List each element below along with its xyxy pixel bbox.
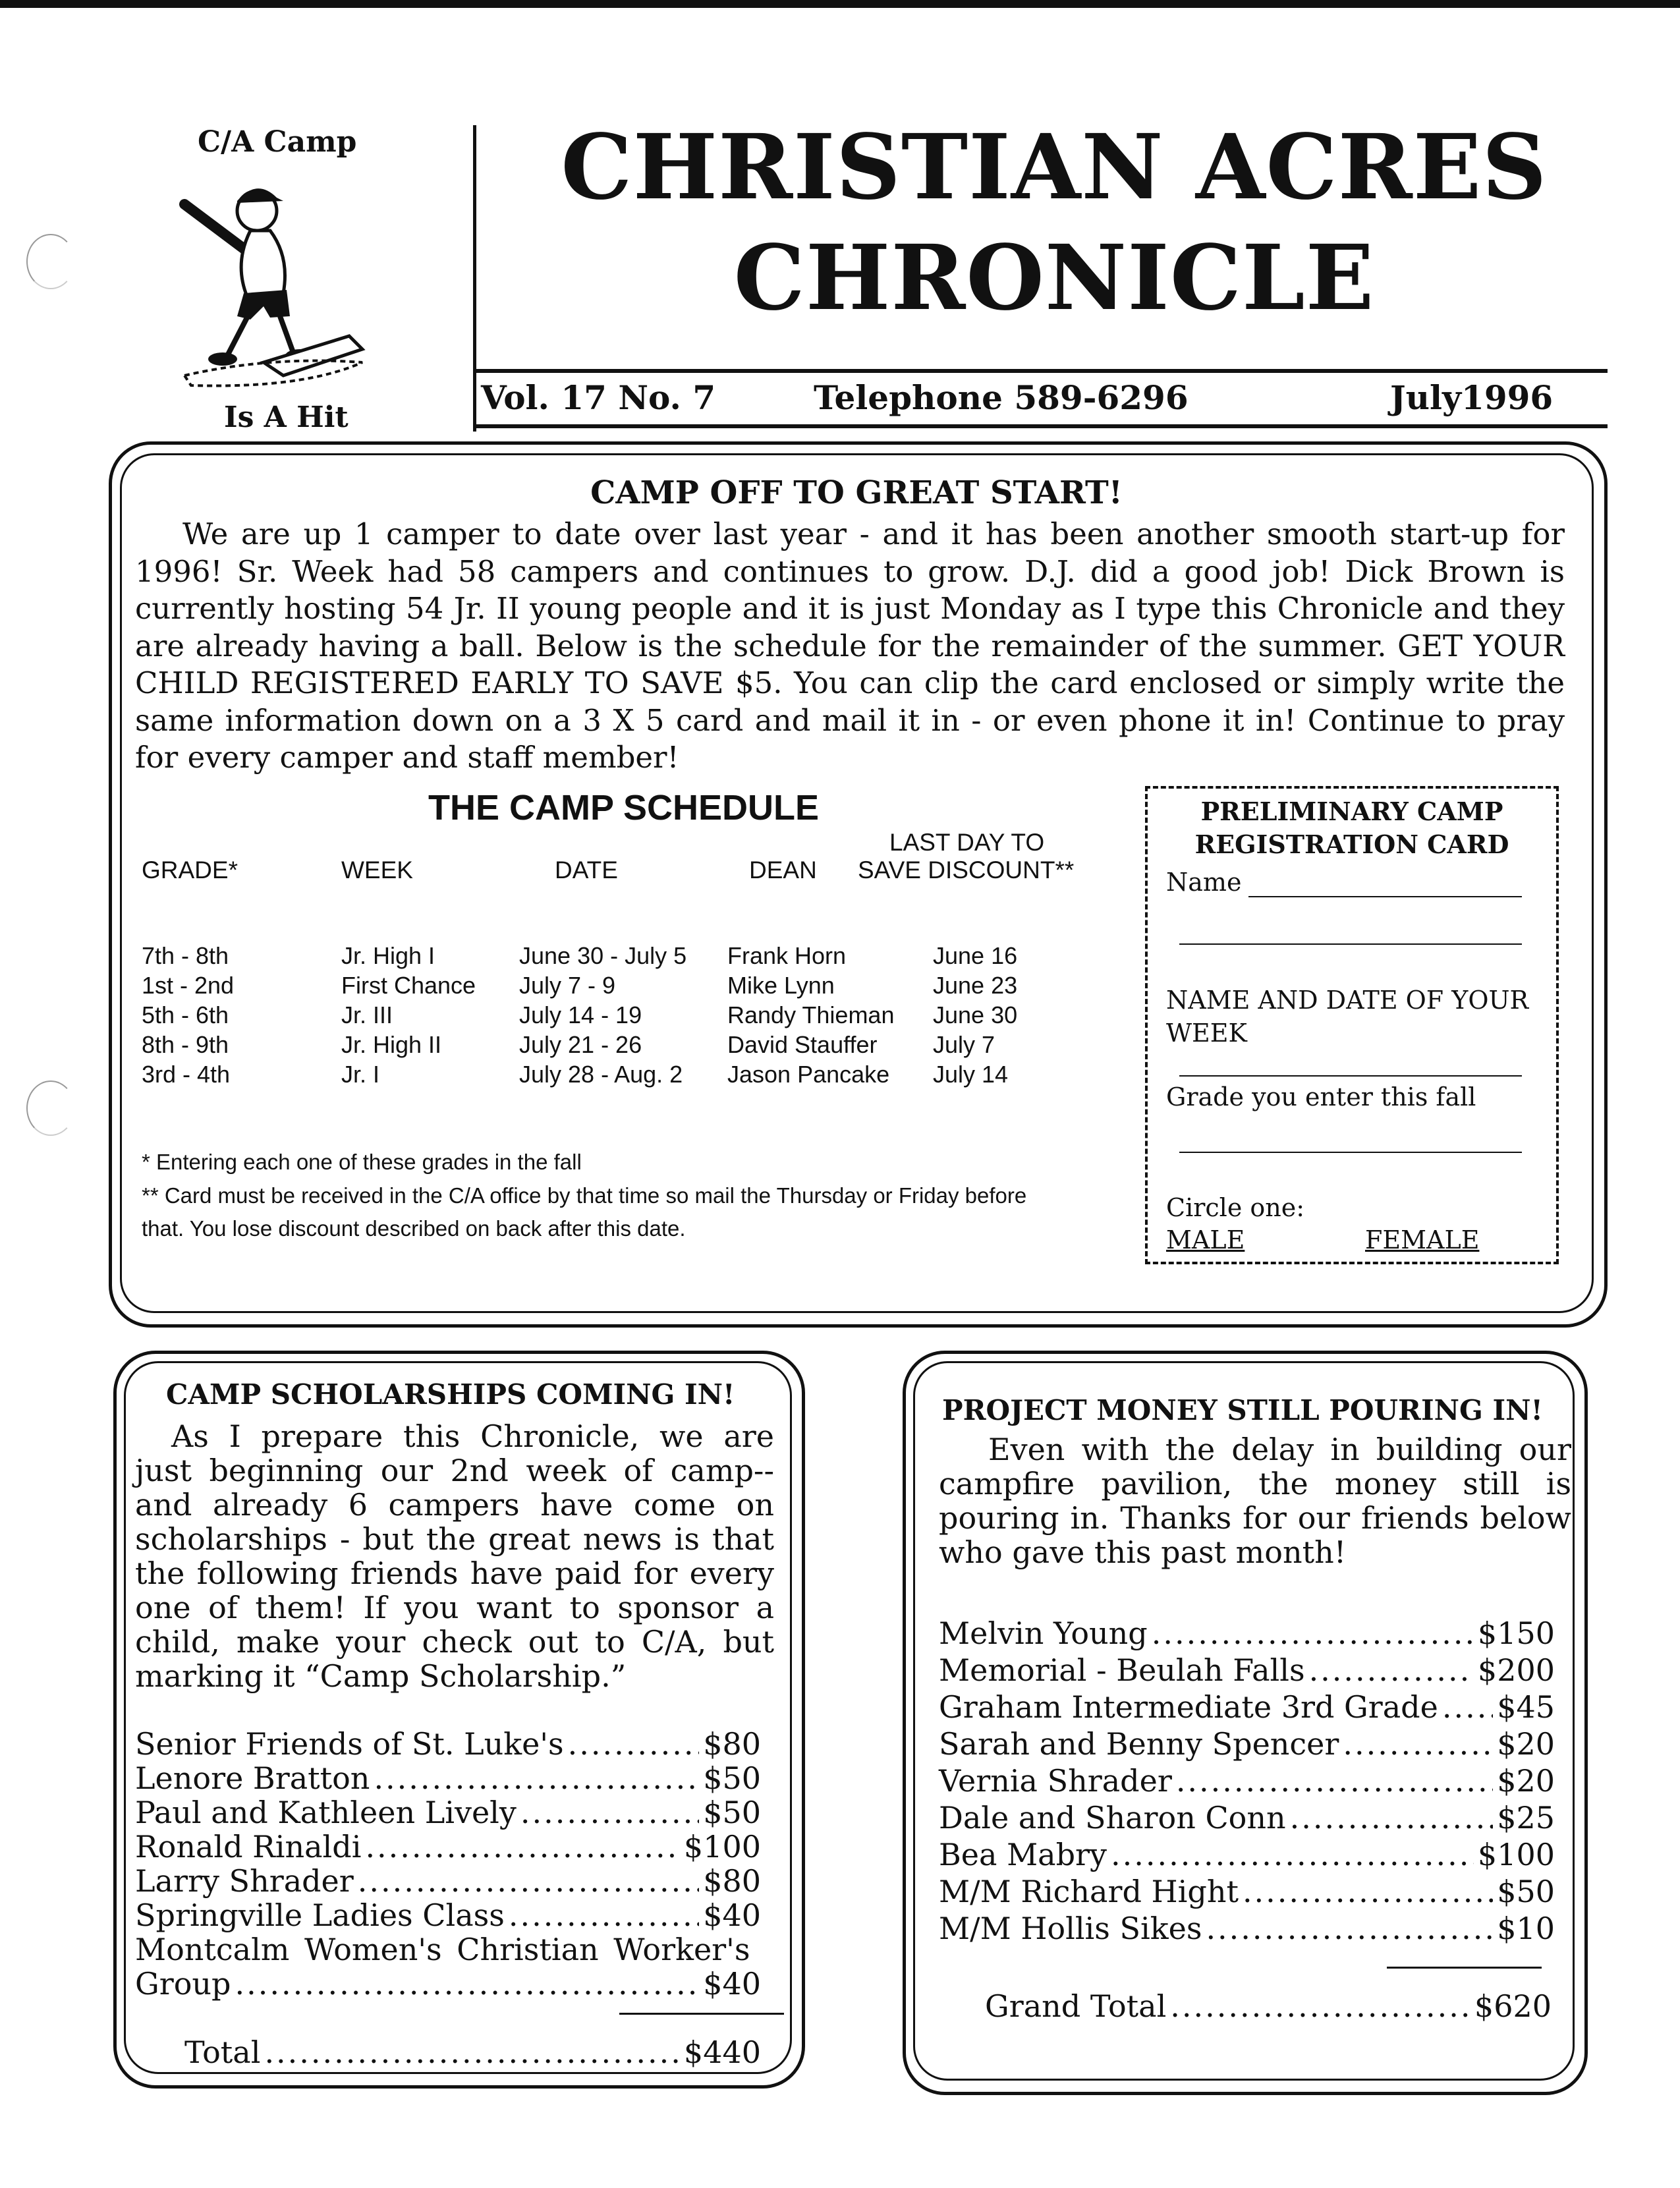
dot-leader [264,2034,679,2070]
cell-date: July 21 - 26 [519,1031,642,1058]
list-item [939,1652,1555,1688]
newsletter-title [488,112,1621,333]
list-item [939,1763,1555,1799]
dot-leader [1170,1988,1470,2024]
main-article-body: We are up 1 camper to date over last year - and it has been another smooth start-up for 1996! Sr. Week had 58 campers and continues to grow. D.J. did a good job! Dick Brown is currently hosting 54 Jr. II young people and it is just Monday as I type this Chronicle and they are already having a ball. Below is the schedule for the remainder of the summer. GET YOUR CHILD REGISTERED EARLY TO SAVE $5. You can clip the card enclosed or simply write the same information down on a 3 X 5 card and mail it in - or even phone it in! Continue to pray for every camper and staff member! [135,517,1565,775]
name-field[interactable] [1248,896,1522,897]
donor-name: Paul and Kathleen Lively [135,1795,517,1830]
masthead-rule [473,424,1608,428]
total-amount: $620 [1474,1988,1552,2024]
list-item [135,1760,761,1796]
list-item [939,1837,1555,1872]
donor-name: Graham Intermediate 3rd Grade [939,1689,1438,1725]
donor-amount: $40 [703,1966,761,2002]
cell-last-day: July 7 [933,1031,995,1058]
project-headline: PROJECT MONEY STILL POURING IN! [942,1394,1543,1426]
list-item [939,1726,1555,1762]
card-grade-label: Grade you enter this fall [1166,1082,1476,1111]
donor-name: Bea Mabry [939,1837,1107,1872]
donor-amount: $45 [1497,1689,1555,1725]
list-item [939,1615,1555,1651]
dot-leader [1243,1874,1493,1909]
donor-amount: $150 [1477,1615,1555,1651]
telephone: Telephone 589-6296 [814,378,1189,417]
cell-date: July 7 - 9 [519,972,616,999]
schedule-title: THE CAMP SCHEDULE [428,788,820,828]
card-title-line-1: PRELIMINARY CAMP [1200,797,1503,826]
logo-caption-top: C/A Camp [198,125,357,159]
donor-name-cont: Group [135,1966,231,2002]
donor-name: Dale and Sharon Conn [939,1800,1286,1836]
dot-leader [1152,1615,1474,1651]
col-dean: DEAN [749,856,817,884]
donor-amount: $50 [703,1760,761,1796]
cell-last-day: June 16 [933,942,1018,969]
cell-week: Jr. High II [341,1031,442,1058]
cell-date: July 14 - 19 [519,1001,642,1028]
cell-dean: Frank Horn [727,942,847,969]
punch-hole [26,234,75,289]
donor-name: Memorial - Beulah Falls [939,1652,1305,1688]
cell-week: First Chance [341,972,476,999]
volume-number: Vol. 17 No. 7 [481,378,716,417]
donor-amount: $20 [1497,1763,1555,1799]
cell-dean: Mike Lynn [727,972,835,999]
donor-amount: $80 [703,1863,761,1899]
list-item [939,1874,1555,1909]
cell-dean: David Stauffer [727,1031,878,1058]
col-last-day-1: LAST DAY TO [889,829,1045,856]
footnote-card-cont: that. You lose discount described on back after this date. [142,1216,686,1241]
cell-week: Jr. High I [341,942,435,969]
cell-grade: 8th - 9th [142,1031,229,1058]
donor-amount: $10 [1497,1911,1555,1946]
name-field-line-2[interactable] [1179,943,1522,945]
list-item [135,1863,761,1899]
dot-leader [1206,1911,1493,1946]
donor-amount: $25 [1497,1800,1555,1836]
week-field[interactable] [1179,1075,1522,1077]
donor-name: Ronald Rinaldi [135,1829,362,1865]
dot-leader [1343,1726,1493,1762]
donor-amount: $100 [1477,1837,1555,1872]
col-last-day-2: SAVE DISCOUNT** [858,856,1075,884]
project-body: Even with the delay in building our campfire pavilion, the money still is pouring in. Thanks for our friends below who gave this past month! [939,1432,1571,1570]
dot-leader [520,1795,699,1830]
total-amount: $440 [683,2034,761,2070]
list-item [135,1932,774,1967]
col-date: DATE [555,856,618,884]
donor-name: Lenore Bratton [135,1760,370,1796]
cell-dean: Randy Thieman [727,1001,895,1028]
list-item [135,1966,761,2002]
dot-leader [1309,1652,1474,1688]
donor-amount: $80 [703,1726,761,1762]
dot-leader [509,1897,699,1933]
dot-leader [374,1760,699,1796]
donor-name: Springville Ladies Class [135,1897,505,1933]
masthead-rule [473,369,1608,373]
col-week: WEEK [341,856,413,884]
cell-date: July 28 - Aug. 2 [519,1061,683,1088]
option-female[interactable]: FEMALE [1365,1225,1480,1254]
dot-leader [365,1829,679,1865]
list-item [135,1897,761,1933]
dot-leader [1442,1689,1493,1725]
footnote-card: ** Card must be received in the C/A office by that time so mail the Thursday or Friday before [142,1183,1027,1208]
donor-name: Melvin Young [939,1615,1148,1651]
cell-grade: 1st - 2nd [142,972,235,999]
registration-card-title [1161,795,1543,861]
donor-amount: $100 [683,1829,761,1865]
card-week-label-1: NAME AND DATE OF YOUR [1166,986,1529,1015]
cell-grade: 3rd - 4th [142,1061,231,1088]
cell-grade: 7th - 8th [142,942,229,969]
top-border [0,0,1680,8]
list-item [939,1911,1555,1946]
donor-amount: $50 [703,1795,761,1830]
total-rule [619,2013,784,2015]
donor-name: Montcalm Women's Christian Worker's [135,1932,750,1967]
card-week-label-2: WEEK [1166,1019,1247,1048]
footnote-grades: * Entering each one of these grades in the fall [142,1150,582,1174]
donor-name: Senior Friends of St. Luke's [135,1726,564,1762]
list-item [135,1795,761,1830]
title-line-2: CHRONICLE [733,225,1375,331]
dot-leader [1111,1837,1474,1872]
donor-amount: $20 [1497,1726,1555,1762]
card-name-label: Name [1166,868,1242,897]
donor-name: M/M Hollis Sikes [939,1911,1202,1946]
dot-leader [1176,1763,1493,1799]
card-circle-label: Circle one: [1166,1193,1305,1222]
scholarships-headline: CAMP SCHOLARSHIPS COMING IN! [166,1378,735,1411]
dot-leader [358,1863,699,1899]
list-item [135,1829,761,1865]
donor-amount: $50 [1497,1874,1555,1909]
total-label: Grand Total [985,1988,1167,2024]
dot-leader [568,1726,700,1762]
total-label: Total [184,2034,261,2070]
grade-field[interactable] [1179,1152,1522,1153]
logo-caption-bottom: Is A Hit [224,401,349,434]
scholarships-body: As I prepare this Chronicle, we are just beginning our 2nd week of camp--and already 6 campers have come on scholarships - but the great news is that the following friends have paid for every one of them! If you want to sponsor a child, make your check out to C/A, but marking it “Camp Scholarship.” [135,1418,774,1694]
cell-last-day: July 14 [933,1061,1009,1088]
main-headline: CAMP OFF TO GREAT START! [590,474,1123,511]
list-item [939,1689,1555,1725]
scholarship-total [184,2034,761,2070]
cell-grade: 5th - 6th [142,1001,229,1028]
cell-last-day: June 30 [933,1001,1018,1028]
card-title-line-2: REGISTRATION CARD [1194,829,1509,859]
cell-last-day: June 23 [933,972,1018,999]
cell-week: Jr. I [341,1061,380,1088]
cell-week: Jr. III [341,1001,393,1028]
list-item [939,1800,1555,1836]
total-rule [1387,1967,1542,1969]
project-grand-total [985,1988,1552,2024]
donor-name: Sarah and Benny Spencer [939,1726,1339,1762]
issue-date: July1996 [1390,378,1554,417]
list-item [135,1726,761,1762]
title-line-1: CHRISTIAN ACRES [561,115,1548,220]
donor-name: M/M Richard Hight [939,1874,1239,1909]
dot-leader [1290,1800,1494,1836]
donor-amount: $40 [703,1897,761,1933]
cell-dean: Jason Pancake [727,1061,890,1088]
baseball-player-logo [171,165,369,395]
donor-name: Vernia Shrader [939,1763,1172,1799]
option-male[interactable]: MALE [1166,1225,1245,1254]
col-grade: GRADE* [142,856,238,884]
dot-leader [235,1966,700,2002]
donor-name: Larry Shrader [135,1863,354,1899]
cell-date: June 30 - July 5 [519,942,687,969]
donor-amount: $200 [1477,1652,1555,1688]
masthead-divider [473,125,476,432]
punch-hole [26,1080,75,1136]
